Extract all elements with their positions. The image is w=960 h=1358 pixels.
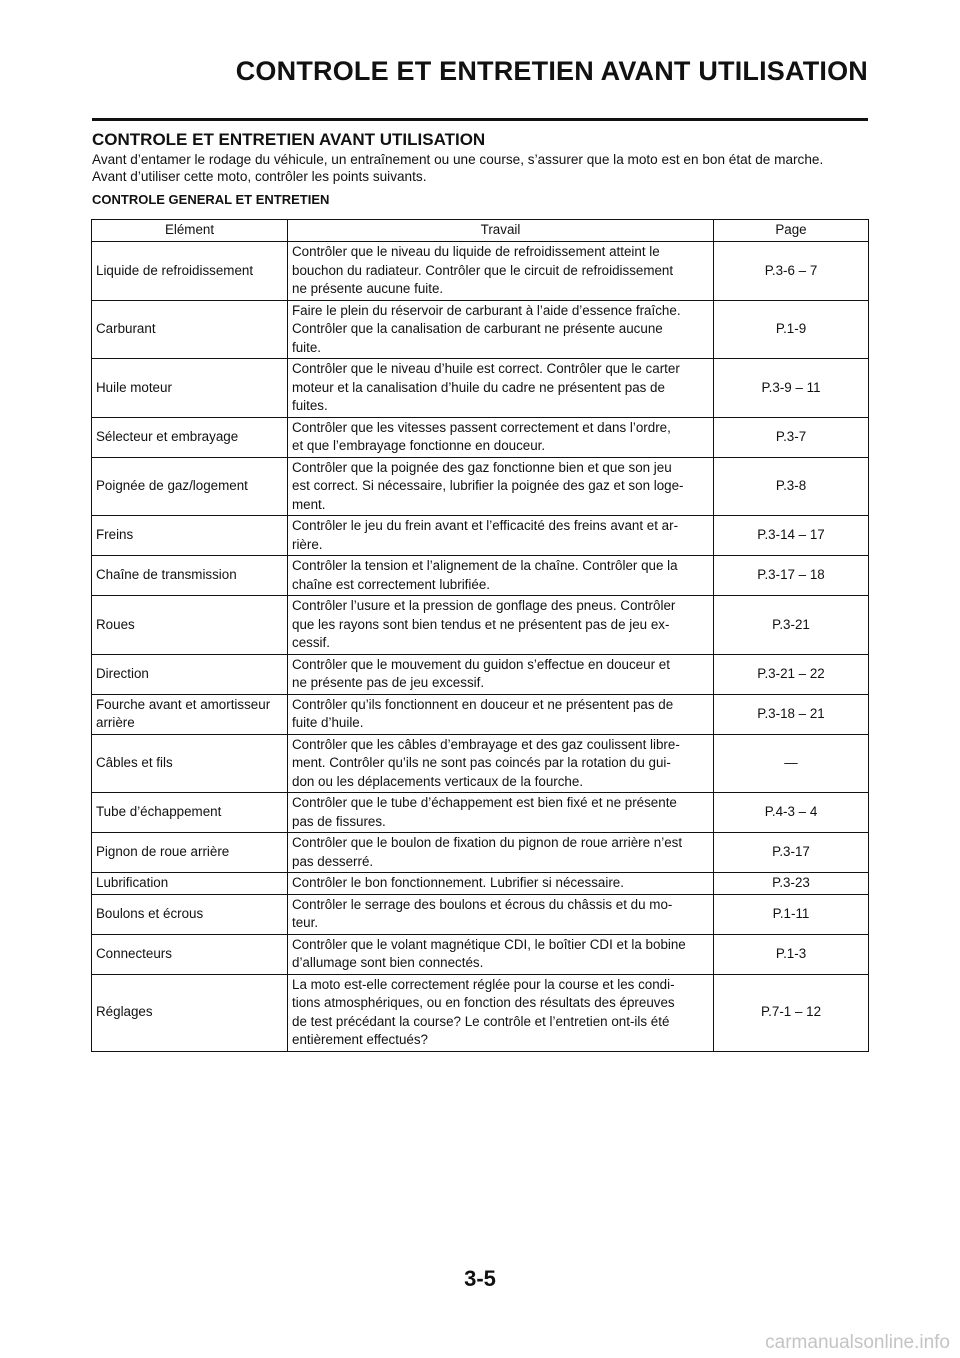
cell-element (92, 894, 288, 934)
cell-element (92, 359, 288, 418)
cell-element (92, 457, 288, 516)
column-header-work: Travail (288, 220, 714, 242)
cell-work-line: ment. (292, 496, 326, 512)
cell-element-line: Câbles et fils (96, 755, 173, 770)
intro-line: Avant d’entamer le rodage du véhicule, un entraînement ou une course, s’assurer que la moto est en bon état de marche. (92, 152, 824, 167)
table-row (92, 833, 869, 873)
cell-element-line: Liquide de refroidissement (96, 262, 254, 278)
table-row (92, 694, 869, 734)
cell-page: P.1-9 (714, 300, 869, 359)
table-row (92, 417, 869, 457)
cell-element (92, 934, 288, 974)
table-row (92, 516, 869, 556)
cell-element (92, 694, 288, 734)
cell-page: — (714, 734, 869, 793)
cell-element-line: Boulons et écrous (96, 905, 204, 921)
cell-work-line: fuites. (292, 398, 328, 413)
cell-work-line: Contrôler que le mouvement du guidon s’effectue en douceur et (292, 656, 670, 672)
cell-element (92, 873, 288, 895)
cell-work-line: Contrôler que le boulon de fixation du pignon de roue arrière n’est (292, 835, 683, 850)
cell-work-line: pas desserré. (292, 853, 374, 869)
cell-work (288, 894, 714, 934)
cell-element (92, 242, 288, 301)
table-row (92, 359, 869, 418)
cell-work-line: de test précédant la course? Le contrôle et l’entretien ont-ils été (292, 1013, 670, 1029)
cell-element-line: Connecteurs (96, 945, 172, 961)
table-row (92, 894, 869, 934)
cell-work (288, 833, 714, 873)
cell-page: P.3-21 – 22 (714, 654, 869, 694)
column-header-element: Elément (92, 220, 288, 242)
page-number: 3-5 (464, 1266, 496, 1291)
cell-page: P.7-1 – 12 (714, 974, 869, 1051)
table-row (92, 873, 869, 895)
cell-work (288, 516, 714, 556)
cell-element (92, 417, 288, 457)
cell-work (288, 359, 714, 418)
table-row (92, 654, 869, 694)
cell-element (92, 833, 288, 873)
inspection-table (91, 219, 869, 1052)
cell-element-line: arrière (96, 715, 135, 730)
table-row (92, 596, 869, 655)
cell-work-line: Contrôler que la canalisation de carburant ne présente aucune (292, 321, 663, 336)
cell-work (288, 793, 714, 833)
table-row (92, 934, 869, 974)
cell-element-line: Carburant (96, 321, 156, 336)
cell-element (92, 516, 288, 556)
cell-work (288, 654, 714, 694)
cell-work-line: Contrôler le serrage des boulons et écrous du châssis et du mo- (292, 896, 673, 912)
cell-element-line: Chaîne de transmission (96, 567, 237, 583)
cell-element-line: Poignée de gaz/logement (96, 478, 248, 493)
cell-element-line: Sélecteur et embrayage (96, 428, 239, 444)
cell-work-line: Contrôler la tension et l’alignement de la chaîne. Contrôler que la (292, 558, 678, 573)
cell-page: P.3-7 (714, 417, 869, 457)
cell-work-line: d’allumage sont bien connectés. (292, 955, 484, 970)
cell-element-line: Freins (96, 527, 134, 543)
cell-work-line: ne présente aucune fuite. (292, 281, 444, 296)
cell-work-line: cessif. (292, 635, 330, 650)
cell-work (288, 417, 714, 457)
cell-element (92, 556, 288, 596)
cell-work-line: Contrôler que les vitesses passent correctement et dans l’ordre, (292, 419, 671, 435)
subheading: CONTROLE GENERAL ET ENTRETIEN (92, 192, 330, 207)
cell-element-line: Réglages (96, 1004, 153, 1020)
cell-element (92, 596, 288, 655)
cell-page: P.3-17 – 18 (714, 556, 869, 596)
cell-work-line: Contrôler le bon fonctionnement. Lubrifier si nécessaire. (292, 875, 624, 890)
cell-work-line: don ou les déplacements verticaux de la fourche. (292, 773, 584, 789)
column-header-page: Page (714, 220, 869, 242)
cell-work (288, 242, 714, 301)
cell-page: P.1-11 (714, 894, 869, 934)
cell-element (92, 734, 288, 793)
cell-page: P.3-14 – 17 (714, 516, 869, 556)
cell-work-line: teur. (292, 915, 319, 930)
cell-work-line: Contrôler que le volant magnétique CDI, le boîtier CDI et la bobine (292, 936, 686, 952)
cell-element-line: Huile moteur (96, 379, 172, 395)
cell-element (92, 654, 288, 694)
cell-work-line: entièrement effectués? (292, 1032, 428, 1047)
cell-work (288, 934, 714, 974)
cell-work-line: fuite. (292, 339, 322, 355)
cell-page: P.3-17 (714, 833, 869, 873)
cell-work (288, 596, 714, 655)
cell-element (92, 300, 288, 359)
cell-page: P.3-8 (714, 457, 869, 516)
cell-work (288, 556, 714, 596)
cell-work-line: tions atmosphériques, ou en fonction des résultats des épreuves (292, 995, 675, 1010)
cell-work-line: Contrôler le jeu du frein avant et l’efficacité des freins avant et ar- (292, 518, 679, 533)
cell-work-line: Faire le plein du réservoir de carburant à l’aide d’essence fraîche. (292, 302, 681, 318)
cell-work-line: moteur et la canalisation d’huile du cadre ne présentent pas de (292, 379, 665, 395)
table-row (92, 300, 869, 359)
cell-work-line: que les rayons sont bien tendus et ne présentent pas de jeu ex- (292, 616, 670, 632)
cell-work-line: La moto est-elle correctement réglée pour la course et les condi- (292, 976, 675, 992)
intro-line: Avant d’utiliser cette moto, contrôler les points suivants. (92, 169, 427, 184)
cell-work (288, 734, 714, 793)
cell-work (288, 873, 714, 895)
table-row (92, 556, 869, 596)
section-title: CONTROLE ET ENTRETIEN AVANT UTILISATION (92, 130, 486, 149)
watermark: carmanualsonline.info (765, 1332, 950, 1353)
table-body (92, 242, 869, 1052)
cell-work-line: est correct. Si nécessaire, lubrifier la poignée des gaz et son loge- (292, 478, 684, 493)
cell-page: P.4-3 – 4 (714, 793, 869, 833)
cell-work-line: Contrôler que les câbles d’embrayage et des gaz coulissent libre- (292, 736, 680, 752)
cell-work (288, 974, 714, 1051)
cell-element-line: Tube d’échappement (96, 804, 222, 820)
cell-page: P.3-18 – 21 (714, 694, 869, 734)
cell-work-line: Contrôler qu’ils fonctionnent en douceur et ne présentent pas de (292, 696, 674, 712)
cell-page: P.3-6 – 7 (714, 242, 869, 301)
cell-work-line: pas de fissures. (292, 813, 386, 829)
cell-work-line: fuite d’huile. (292, 715, 364, 730)
cell-work-line: chaîne est correctement lubrifiée. (292, 576, 490, 592)
cell-page: P.3-21 (714, 596, 869, 655)
table-row (92, 242, 869, 301)
cell-page: P.3-9 – 11 (714, 359, 869, 418)
cell-work-line: Contrôler que le tube d’échappement est bien fixé et ne présente (292, 795, 677, 810)
intro-paragraph (92, 151, 872, 185)
header-rule (92, 118, 868, 121)
cell-work-line: rière. (292, 536, 323, 552)
cell-page: P.1-3 (714, 934, 869, 974)
cell-work-line: Contrôler que le niveau du liquide de refroidissement atteint le (292, 244, 660, 259)
table-header-row (92, 220, 869, 242)
cell-work-line: ne présente pas de jeu excessif. (292, 675, 485, 690)
table-row (92, 793, 869, 833)
cell-element (92, 793, 288, 833)
table-row (92, 457, 869, 516)
cell-page: P.3-23 (714, 873, 869, 895)
cell-work (288, 457, 714, 516)
cell-work-line: Contrôler que la poignée des gaz fonctionne bien et que son jeu (292, 459, 672, 475)
page-header-title: CONTROLE ET ENTRETIEN AVANT UTILISATION (235, 56, 868, 86)
cell-work-line: Contrôler l’usure et la pression de gonflage des pneus. Contrôler (292, 598, 676, 613)
cell-work-line: ment. Contrôler qu’ils ne sont pas coincés par la rotation du gui- (292, 755, 671, 770)
cell-work-line: Contrôler que le niveau d’huile est correct. Contrôler que le carter (292, 361, 680, 376)
cell-work (288, 694, 714, 734)
cell-element-line: Direction (96, 665, 149, 681)
cell-work-line: et que l’embrayage fonctionne en douceur. (292, 438, 546, 453)
cell-element-line: Fourche avant et amortisseur (96, 696, 271, 712)
cell-element-line: Pignon de roue arrière (96, 844, 230, 860)
cell-element (92, 974, 288, 1051)
table-row (92, 734, 869, 793)
cell-work (288, 300, 714, 359)
cell-element-line: Roues (96, 616, 135, 632)
table-row (92, 974, 869, 1051)
cell-element-line: Lubrification (96, 875, 169, 890)
cell-work-line: bouchon du radiateur. Contrôler que le circuit de refroidissement (292, 262, 674, 278)
